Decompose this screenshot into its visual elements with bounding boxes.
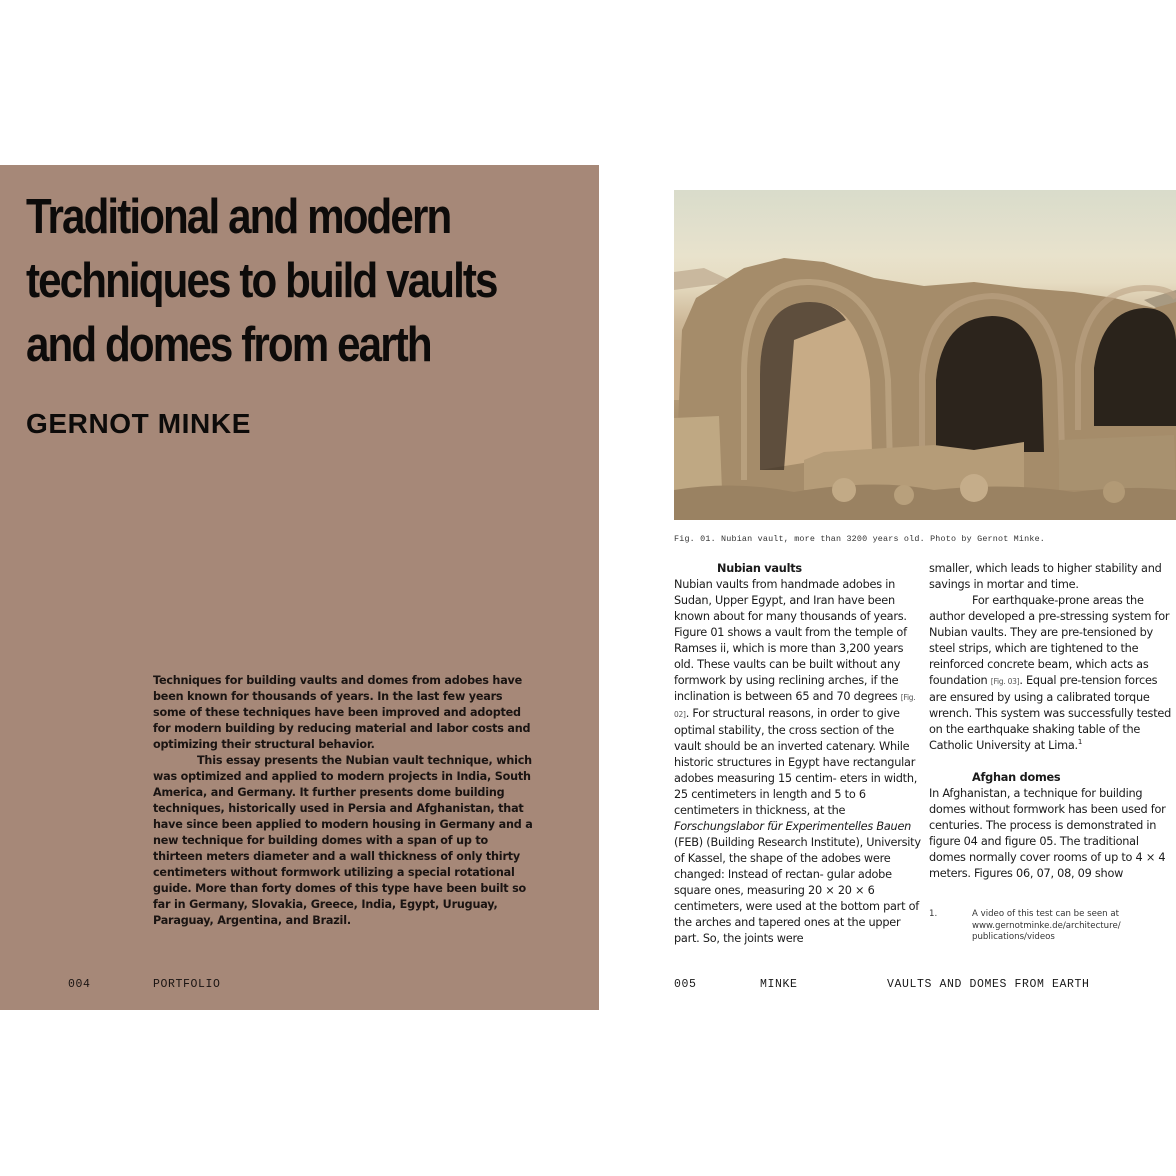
spacer bbox=[929, 754, 1176, 770]
body-text: . Equal pre-tension forces are ensured by using a calibrated torque wrench. This system was successfully tested on the earthquake shaking table of the Catholic University at Lima. bbox=[929, 674, 1171, 752]
page-number: 004 bbox=[68, 978, 91, 991]
body-paragraph: In Afghanistan, a technique for building domes without formwork has been used for centuries. The process is demonstrated in figure 04 and figure 05. The traditional domes normally cover rooms of up to 4 × 4 meters. Figures 06, 07, 08, 09 show bbox=[929, 787, 1166, 880]
body-text: . For structural reasons, in order to give optimal stability, the cross section of the vault should be an inverted catenary. While historic structures in Egypt have rectangular adobes measuring 15 centim- eters in width, 25 centimeters in length and 5 to 6 centimeters in thickness, at the bbox=[674, 707, 918, 817]
body-text: Nubian vaults from handmade adobes in Sudan, Upper Egypt, and Iran have been known about for many thousands of years. Figure 01 shows a vault from the temple of Ramses ii, which is more than 3,200 years old. These vaults can be built without any formwork by using reclining arches, if the inclination is between 65 and 70 degrees bbox=[674, 578, 907, 703]
footnote-text: A video of this test can be seen at www.gernotminke.de/architecture/ publications/videos bbox=[972, 909, 1121, 942]
running-title: VAULTS AND DOMES FROM EARTH bbox=[887, 978, 1090, 991]
author-name: GERNOT MINKE bbox=[26, 408, 251, 439]
footnote-number: 1. bbox=[929, 909, 938, 919]
title-line: and domes from earth bbox=[26, 318, 431, 372]
body-text: (FEB) (Building Research Institute), University of Kassel, the shape of the adobes were changed: Instead of rectan- gular adobe square ones, measuring 20 × 20 × 6 centimeters, were used at the bottom part of the arches and tapered ones at the upper part. So, the joints were bbox=[674, 836, 921, 945]
figure-caption: Fig. 01. Nubian vault, more than 3200 years old. Photo by Gernot Minke. bbox=[674, 534, 1046, 544]
figure-photo-nubian-vault bbox=[674, 190, 1176, 520]
body-text: For earthquake-prone areas the author developed a pre-stressing system for Nubian vaults. They are pre-tensioned by steel strips, which are tightened to the reinforced concrete beam, which acts as foundation bbox=[929, 594, 1170, 687]
figure-reference: [Fig. 02] bbox=[674, 693, 916, 719]
section-heading: Nubian vaults bbox=[717, 562, 802, 575]
abstract bbox=[153, 673, 533, 929]
section-heading: Afghan domes bbox=[972, 771, 1061, 784]
text-column-1 bbox=[674, 561, 922, 947]
abstract-paragraph: This essay presents the Nubian vault technique, which was optimized and applied to modern projects in India, South America, and Germany. It further presents dome building techniques, historically used in Persia and Afghanistan, that have since been applied to modern housing in Germany and a new technique for building domes with a span of up to thirteen meters diameter and a wall thickness of only thirty centimeters without formwork utilizing a special rotational guide. More than forty domes of this type have been built so far in Germany, Slovakia, Greece, India, Egypt, Uruguay, Paraguay, Argentina, and Brazil. bbox=[153, 754, 533, 927]
footnote bbox=[929, 909, 1176, 944]
figure-reference: [Fig. 03] bbox=[990, 677, 1020, 686]
footnote-marker[interactable]: 1 bbox=[1077, 738, 1083, 747]
title-line: techniques to build vaults bbox=[26, 254, 497, 308]
left-page bbox=[0, 165, 599, 1010]
section-label: PORTFOLIO bbox=[153, 978, 221, 991]
title-line: Traditional and modern bbox=[26, 190, 451, 244]
abstract-paragraph: Techniques for building vaults and domes from adobes have been known for thousands of years. In the last few years some of these techniques have been improved and adopted for modern building by reducing material and labor costs and optimizing their structural behavior. bbox=[153, 674, 531, 751]
essay-title bbox=[26, 185, 497, 377]
vault-ruins-illustration bbox=[674, 190, 1176, 520]
page-number: 005 bbox=[674, 978, 697, 991]
running-author: MINKE bbox=[760, 978, 798, 991]
text-column-2 bbox=[929, 561, 1176, 882]
body-paragraph: smaller, which leads to higher stability and savings in mortar and time. bbox=[929, 562, 1162, 591]
body-paragraph bbox=[674, 577, 922, 947]
italic-institute-name: Forschungslabor für Experimentelles Bauen bbox=[674, 820, 912, 833]
body-paragraph bbox=[929, 593, 1176, 754]
